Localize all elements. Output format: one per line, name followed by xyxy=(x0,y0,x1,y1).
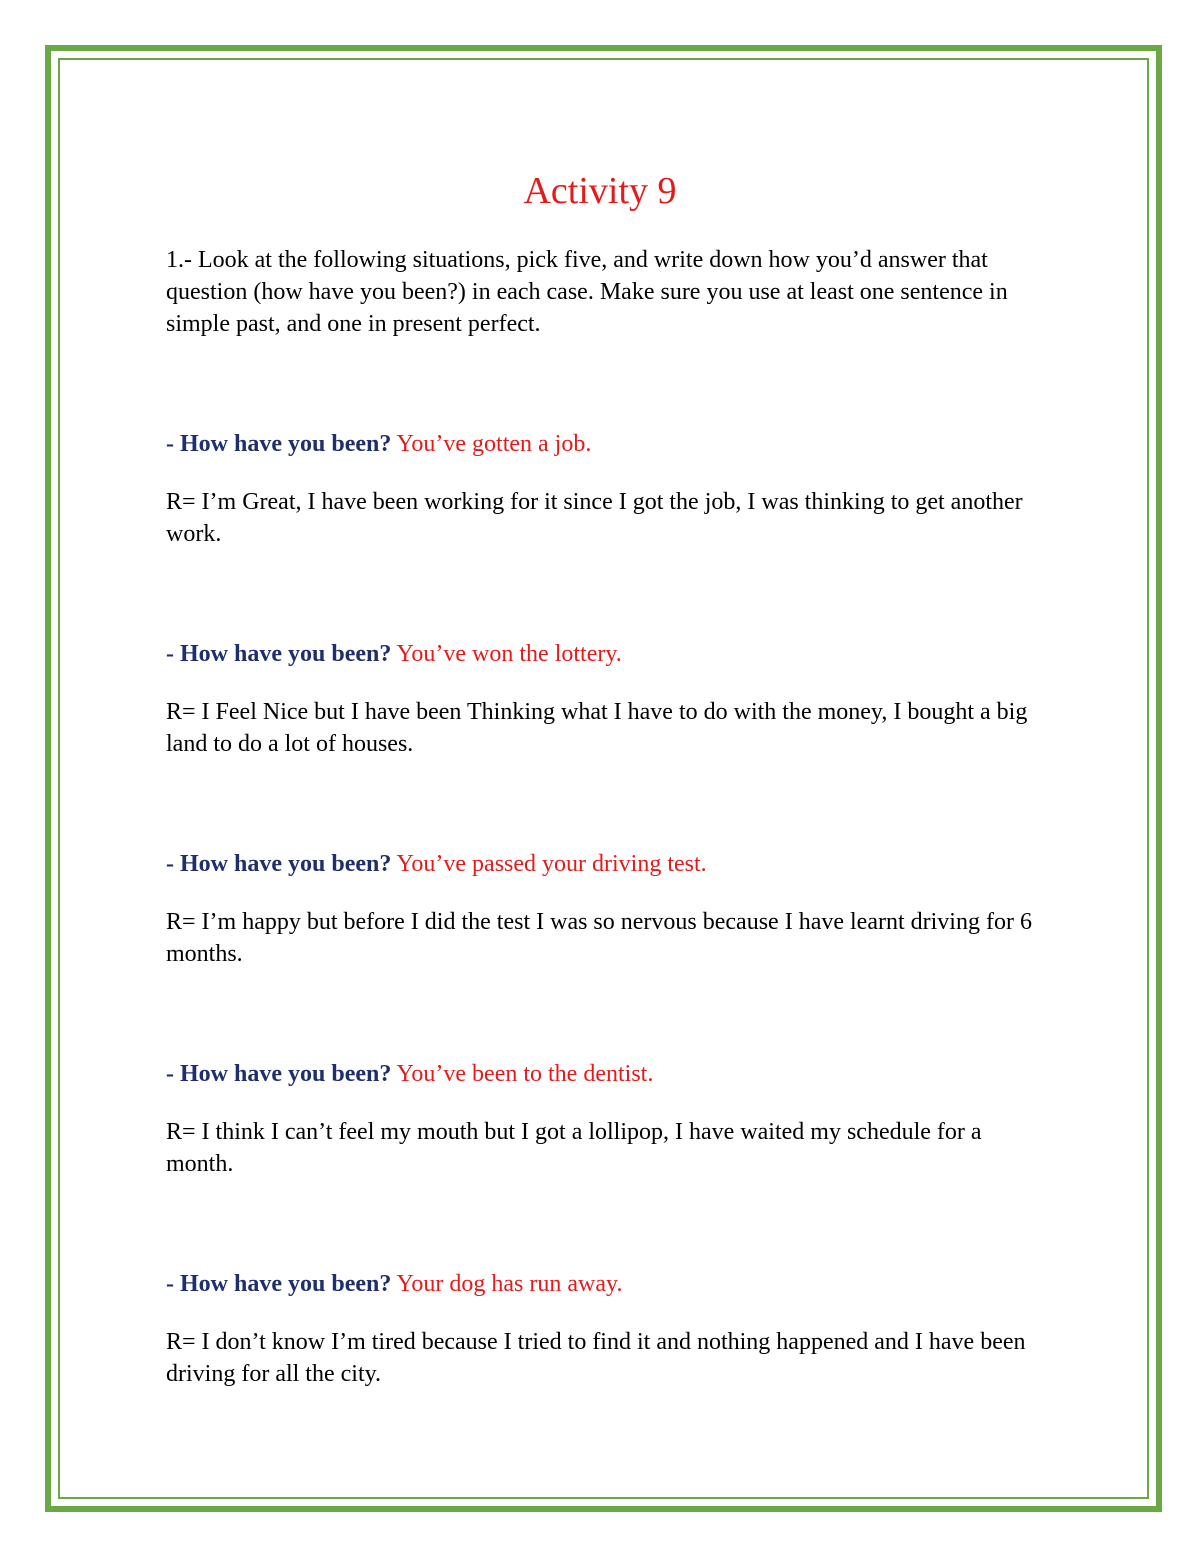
answer-text: R= I’m Great, I have been working for it since I got the job, I was thinking to get another work. xyxy=(166,489,1023,547)
question-line xyxy=(166,848,1046,880)
question-text: How have you been? xyxy=(180,641,392,667)
answer-text: R= I think I can’t feel my mouth but I got a lollipop, I have waited my schedule for a month. xyxy=(166,1119,982,1177)
question-dash: - xyxy=(166,641,174,667)
question-line xyxy=(166,1058,1046,1090)
question-text: How have you been? xyxy=(180,1271,392,1297)
qa-item-4 xyxy=(166,1058,1046,1180)
question-text: How have you been? xyxy=(180,1061,392,1087)
question-dash: - xyxy=(166,1271,174,1297)
situation-text: You’ve been to the dentist. xyxy=(396,1061,654,1087)
question-text: How have you been? xyxy=(180,851,392,877)
situation-text: You’ve won the lottery. xyxy=(396,641,622,667)
question-text: How have you been? xyxy=(180,431,392,457)
qa-item-2 xyxy=(166,638,1046,760)
answer-text: R= I Feel Nice but I have been Thinking what I have to do with the money, I bought a big land to do a lot of houses. xyxy=(166,699,1028,757)
answer-text: R= I don’t know I’m tired because I tried to find it and nothing happened and I have been driving for all the city. xyxy=(166,1329,1026,1387)
document-content xyxy=(166,168,1046,1390)
question-line xyxy=(166,638,1046,670)
qa-item-3 xyxy=(166,848,1046,970)
question-dash: - xyxy=(166,851,174,877)
question-line xyxy=(166,1268,1046,1300)
situation-text: You’ve passed your driving test. xyxy=(396,851,707,877)
question-dash: - xyxy=(166,431,174,457)
question-dash: - xyxy=(166,1061,174,1087)
page-title: Activity 9 xyxy=(523,170,677,212)
situation-text: Your dog has run away. xyxy=(396,1271,623,1297)
qa-item-1 xyxy=(166,428,1046,550)
question-line xyxy=(166,428,1046,460)
qa-item-5 xyxy=(166,1268,1046,1390)
situation-text: You’ve gotten a job. xyxy=(396,431,592,457)
answer-text: R= I’m happy but before I did the test I was so nervous because I have learnt driving for 6 months. xyxy=(166,909,1032,967)
instructions: 1.- Look at the following situations, pick five, and write down how you’d answer that question (how have you been?) in each case. Make sure you use at least one sentence in simple past, and one in present perfect. xyxy=(166,247,1008,337)
